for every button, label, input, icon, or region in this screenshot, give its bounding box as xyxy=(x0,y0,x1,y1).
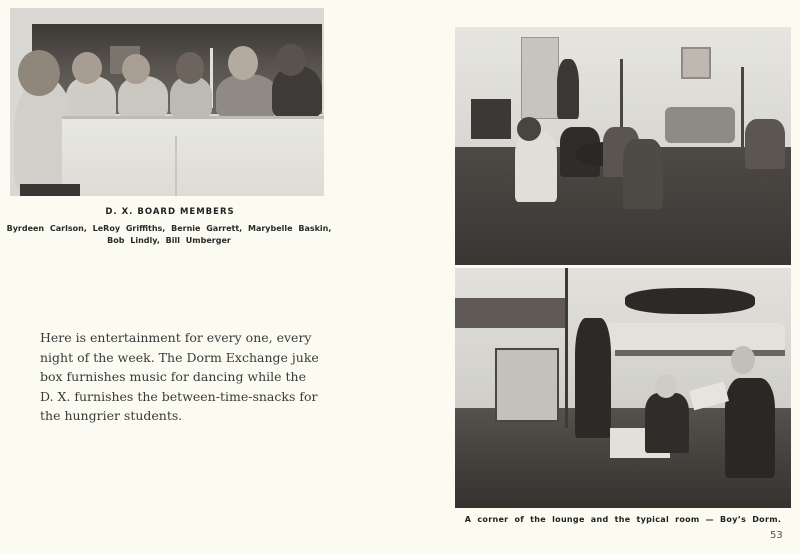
floor-lamp xyxy=(741,67,744,147)
person-head xyxy=(655,374,677,398)
person-lying-on-bunk xyxy=(625,288,755,314)
lounge-photo xyxy=(455,27,791,265)
person-bob xyxy=(216,74,278,118)
dorm-caption: A corner of the lounge and the typical room — Boy’s Dorm. xyxy=(464,515,782,524)
radio-cabinet xyxy=(471,99,511,139)
standing-person xyxy=(557,59,579,119)
person-head xyxy=(18,50,60,96)
person-head xyxy=(517,117,541,141)
person-bernie xyxy=(118,76,168,118)
dx-board-members-photo xyxy=(10,8,324,196)
reading-person xyxy=(745,119,785,169)
dorm-room-photo xyxy=(455,268,791,508)
card-player-white-shirt xyxy=(515,132,557,202)
body-line: Here is entertainment for every one, every xyxy=(40,330,312,345)
upper-bunk-mattress xyxy=(605,323,785,351)
body-paragraph xyxy=(40,328,319,426)
person-head xyxy=(228,46,258,80)
person-head xyxy=(72,52,102,84)
person-head xyxy=(276,44,306,76)
bunk-springs xyxy=(615,350,785,356)
person-head xyxy=(122,54,150,84)
bunk-post xyxy=(565,268,568,428)
floor-lamp xyxy=(620,59,623,129)
card-player-jacket xyxy=(623,139,663,209)
person-head xyxy=(176,52,204,84)
page-number: 53 xyxy=(770,530,783,541)
seated-person xyxy=(645,393,689,453)
standing-person xyxy=(575,318,611,438)
upper-bunk-left xyxy=(455,298,565,328)
counter-divider xyxy=(175,136,177,196)
dx-caption-names xyxy=(4,223,334,247)
stool xyxy=(20,184,80,196)
window xyxy=(495,348,559,422)
dx-caption-names-line2: Bob Lindly, Bill Umberger xyxy=(107,236,231,245)
body-line: box furnishes music for dancing while the xyxy=(40,369,307,384)
wall-picture xyxy=(681,47,711,79)
seated-person-right xyxy=(725,378,775,478)
bookshelf xyxy=(521,37,559,119)
body-line: the hungrier students. xyxy=(40,408,183,423)
snack-bar-counter xyxy=(62,116,324,196)
body-line: night of the week. The Dorm Exchange juke xyxy=(40,349,319,365)
sofa xyxy=(665,107,735,143)
dx-caption-title: D. X. BOARD MEMBERS xyxy=(105,207,235,217)
dx-caption-names-line1: Byrdeen Carlson, LeRoy Griffiths, Bernie Garrett, Marybelle Baskin, xyxy=(6,224,332,233)
person-head xyxy=(731,346,755,374)
body-line: D. X. furnishes the between-time-snacks for xyxy=(40,388,318,404)
